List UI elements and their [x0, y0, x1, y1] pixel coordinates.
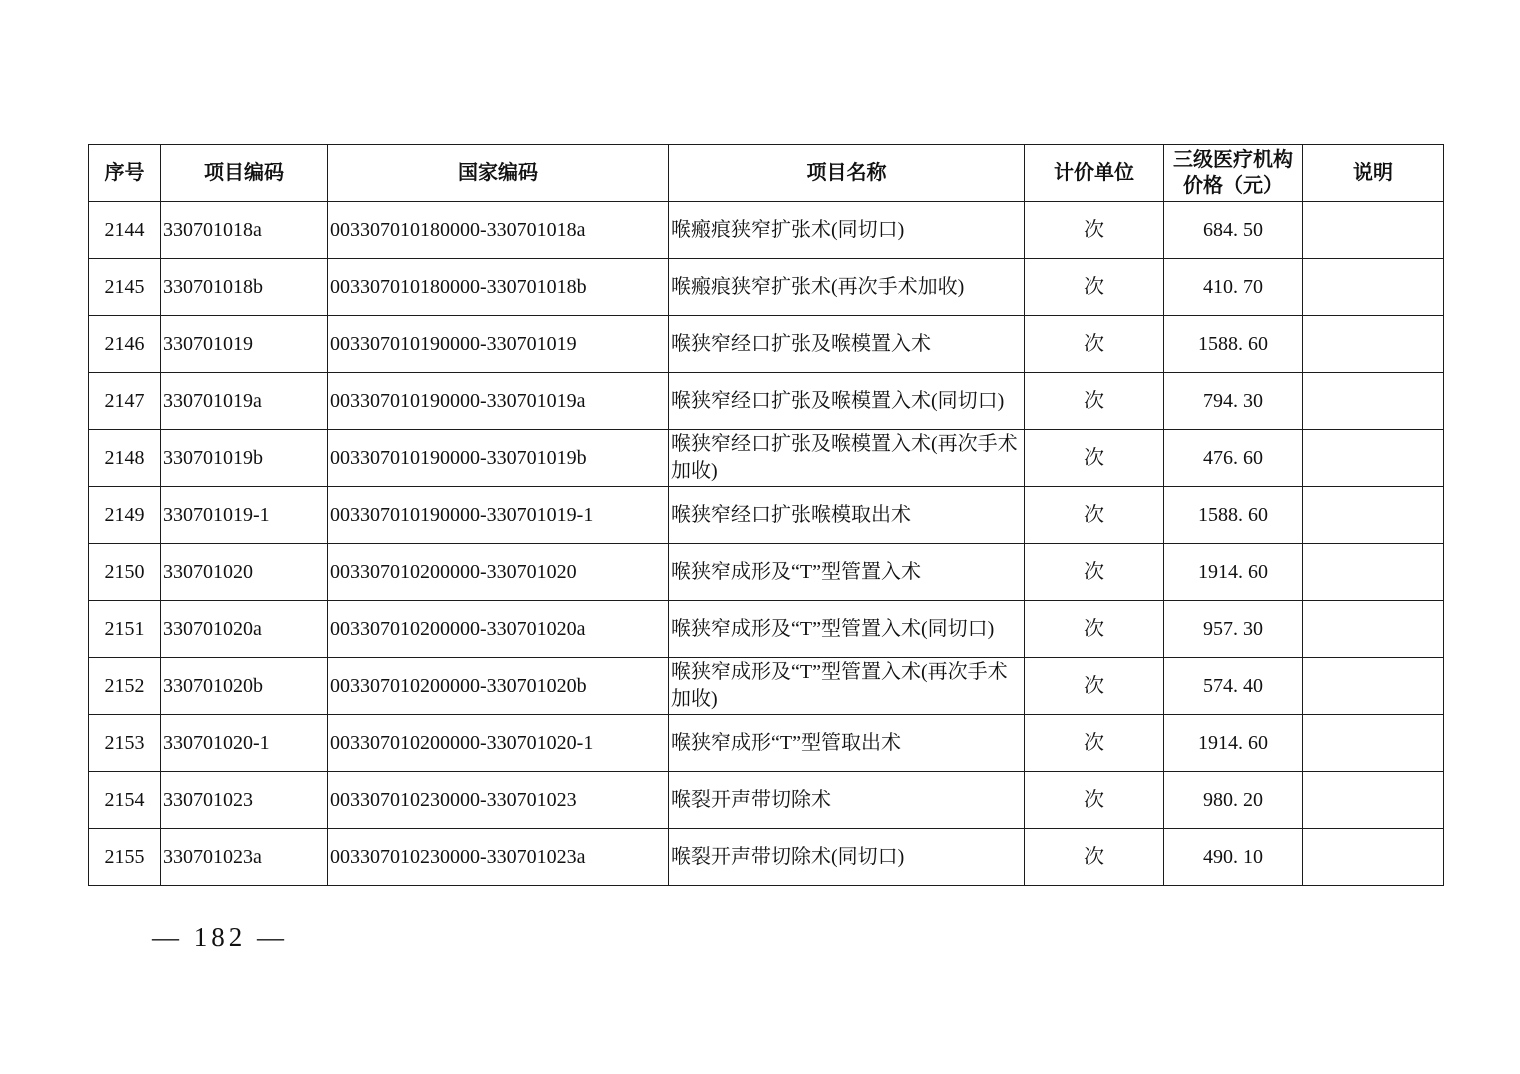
header-note: 说明 [1303, 145, 1444, 202]
cell-price: 1588. 60 [1164, 487, 1303, 544]
header-price-line2: 价格（元） [1183, 175, 1283, 197]
header-name: 项目名称 [669, 145, 1025, 202]
cell-seq: 2152 [89, 658, 161, 715]
header-national-code: 国家编码 [328, 145, 669, 202]
table-row [89, 202, 1444, 259]
cell-note [1303, 544, 1444, 601]
cell-national-code: 003307010200000-330701020a [328, 601, 669, 658]
cell-seq: 2153 [89, 715, 161, 772]
cell-item-code: 330701019a [161, 373, 328, 430]
cell-name: 喉瘢痕狭窄扩张术(再次手术加收) [669, 259, 1025, 316]
cell-unit: 次 [1025, 316, 1164, 373]
cell-price: 410. 70 [1164, 259, 1303, 316]
cell-name: 喉狭窄成形及“T”型管置入术 [669, 544, 1025, 601]
cell-item-code: 330701020a [161, 601, 328, 658]
cell-unit: 次 [1025, 658, 1164, 715]
cell-price: 490. 10 [1164, 829, 1303, 886]
cell-name: 喉狭窄经口扩张喉模取出术 [669, 487, 1025, 544]
cell-national-code: 003307010230000-330701023a [328, 829, 669, 886]
cell-price: 1588. 60 [1164, 316, 1303, 373]
cell-item-code: 330701018b [161, 259, 328, 316]
cell-unit: 次 [1025, 544, 1164, 601]
cell-seq: 2144 [89, 202, 161, 259]
table-row [89, 430, 1444, 487]
price-table [88, 144, 1444, 886]
cell-note [1303, 772, 1444, 829]
cell-national-code: 003307010230000-330701023 [328, 772, 669, 829]
page-number: — 182 — [152, 922, 288, 952]
cell-name: 喉瘢痕狭窄扩张术(同切口) [669, 202, 1025, 259]
cell-note [1303, 259, 1444, 316]
cell-unit: 次 [1025, 601, 1164, 658]
cell-seq: 2148 [89, 430, 161, 487]
table-row [89, 544, 1444, 601]
cell-price: 1914. 60 [1164, 715, 1303, 772]
cell-seq: 2149 [89, 487, 161, 544]
cell-unit: 次 [1025, 829, 1164, 886]
cell-note [1303, 373, 1444, 430]
cell-national-code: 003307010180000-330701018a [328, 202, 669, 259]
cell-item-code: 330701019 [161, 316, 328, 373]
table-row [89, 316, 1444, 373]
table-row [89, 373, 1444, 430]
cell-unit: 次 [1025, 772, 1164, 829]
cell-price: 794. 30 [1164, 373, 1303, 430]
cell-name: 喉狭窄经口扩张及喉模置入术 [669, 316, 1025, 373]
cell-national-code: 003307010200000-330701020b [328, 658, 669, 715]
cell-price: 980. 20 [1164, 772, 1303, 829]
cell-item-code: 330701019b [161, 430, 328, 487]
cell-note [1303, 715, 1444, 772]
table-row [89, 487, 1444, 544]
cell-national-code: 003307010190000-330701019b [328, 430, 669, 487]
cell-item-code: 330701018a [161, 202, 328, 259]
cell-price: 957. 30 [1164, 601, 1303, 658]
cell-unit: 次 [1025, 487, 1164, 544]
table-row [89, 715, 1444, 772]
header-row [89, 145, 1444, 202]
cell-name: 喉狭窄经口扩张及喉模置入术(再次手术加收) [669, 430, 1025, 487]
cell-note [1303, 487, 1444, 544]
cell-price: 684. 50 [1164, 202, 1303, 259]
cell-unit: 次 [1025, 202, 1164, 259]
table-header [89, 145, 1444, 202]
header-price-line1: 三级医疗机构 [1173, 149, 1293, 171]
cell-name: 喉裂开声带切除术 [669, 772, 1025, 829]
cell-item-code: 330701020-1 [161, 715, 328, 772]
header-seq: 序号 [89, 145, 161, 202]
cell-note [1303, 829, 1444, 886]
cell-national-code: 003307010180000-330701018b [328, 259, 669, 316]
table-body [89, 202, 1444, 886]
cell-seq: 2147 [89, 373, 161, 430]
cell-item-code: 330701023a [161, 829, 328, 886]
table-row [89, 601, 1444, 658]
header-unit: 计价单位 [1025, 145, 1164, 202]
cell-seq: 2154 [89, 772, 161, 829]
cell-name: 喉裂开声带切除术(同切口) [669, 829, 1025, 886]
cell-seq: 2151 [89, 601, 161, 658]
cell-name: 喉狭窄成形及“T”型管置入术(同切口) [669, 601, 1025, 658]
cell-seq: 2155 [89, 829, 161, 886]
cell-seq: 2145 [89, 259, 161, 316]
cell-national-code: 003307010200000-330701020-1 [328, 715, 669, 772]
cell-unit: 次 [1025, 259, 1164, 316]
cell-note [1303, 658, 1444, 715]
cell-note [1303, 316, 1444, 373]
cell-seq: 2146 [89, 316, 161, 373]
cell-national-code: 003307010190000-330701019 [328, 316, 669, 373]
cell-note [1303, 601, 1444, 658]
table-row [89, 658, 1444, 715]
table-row [89, 829, 1444, 886]
cell-price: 476. 60 [1164, 430, 1303, 487]
cell-note [1303, 430, 1444, 487]
cell-name: 喉狭窄经口扩张及喉模置入术(同切口) [669, 373, 1025, 430]
table-row [89, 772, 1444, 829]
table-row [89, 259, 1444, 316]
cell-national-code: 003307010190000-330701019-1 [328, 487, 669, 544]
cell-item-code: 330701023 [161, 772, 328, 829]
cell-item-code: 330701020 [161, 544, 328, 601]
cell-unit: 次 [1025, 430, 1164, 487]
cell-unit: 次 [1025, 715, 1164, 772]
cell-seq: 2150 [89, 544, 161, 601]
cell-item-code: 330701019-1 [161, 487, 328, 544]
header-item-code: 项目编码 [161, 145, 328, 202]
cell-name: 喉狭窄成形“T”型管取出术 [669, 715, 1025, 772]
cell-price: 1914. 60 [1164, 544, 1303, 601]
cell-national-code: 003307010190000-330701019a [328, 373, 669, 430]
cell-unit: 次 [1025, 373, 1164, 430]
cell-item-code: 330701020b [161, 658, 328, 715]
cell-note [1303, 202, 1444, 259]
cell-name: 喉狭窄成形及“T”型管置入术(再次手术加收) [669, 658, 1025, 715]
cell-price: 574. 40 [1164, 658, 1303, 715]
header-price [1164, 145, 1303, 202]
cell-national-code: 003307010200000-330701020 [328, 544, 669, 601]
